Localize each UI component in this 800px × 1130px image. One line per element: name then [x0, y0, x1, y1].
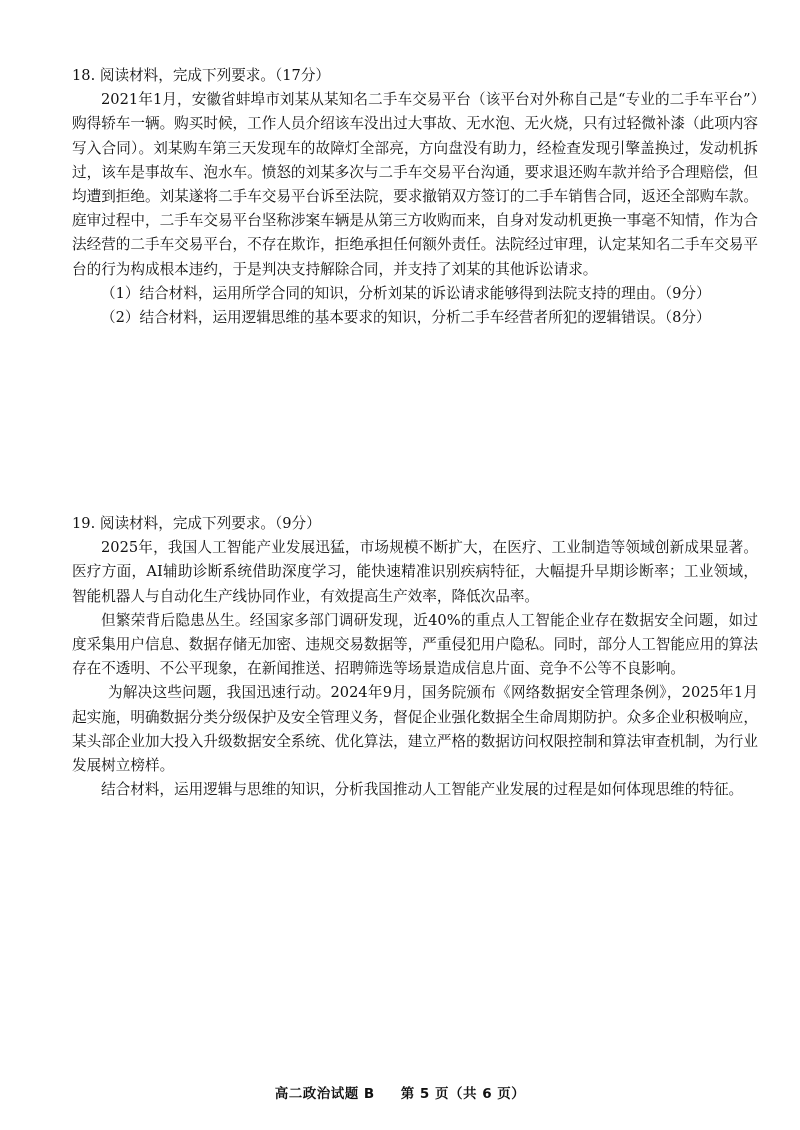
question-18 — [72, 64, 758, 330]
footer-subject: 高二政治试题 B — [274, 1086, 375, 1102]
question-19-title: 19. 阅读材料，完成下列要求。（9分） — [72, 515, 321, 532]
footer-page-number: 第 5 页（共 6 页） — [400, 1086, 526, 1102]
question-19-paragraph-2: 但繁荣背后隐患丛生。经国家多部门调研发现，近40%的重点人工智能企业存在数据安全问题，如过度采集用户信息、数据存储无加密、违规交易数据等，严重侵犯用户隐私。同时，部分人工智能应用的算法存在不透明、不公平现象，在新闻推送、招聘筛选等场景造成信息片面、竞争不公等不良影响。 — [72, 611, 758, 678]
page-footer — [0, 1082, 800, 1102]
question-18-title: 18. 阅读材料，完成下列要求。（17分） — [72, 67, 331, 84]
question-18-sub-2: （2）结合材料，运用逻辑思维的基本要求的知识，分析二手车经营者所犯的逻辑错误。（8分） — [101, 309, 711, 327]
question-19-paragraph-3: 为解决这些问题，我国迅速行动。2024年9月，国务院颁布《网络数据安全管理条例》，2025年1月起实施，明确数据分类分级保护及安全管理义务，督促企业强化数据全生命周期防护。众多企业积极响应，某头部企业加大投入升级数据安全系统、优化算法，建立严格的数据访问权限控制和算法审查机制，为行业发展树立榜样。 — [72, 684, 758, 775]
question-18-sub-1: （1）结合材料，运用所学合同的知识，分析刘某的诉讼请求能够得到法院支持的理由。（9分） — [101, 284, 711, 302]
question-18-material: 2021年1月，安徽省蚌埠市刘某从某知名二手车交易平台（该平台对外称自己是“专业的二手车平台”）购得轿车一辆。购买时候，工作人员介绍该车没出过大事故、无水泡、无火烧，只有过轻微补漆（此项内容写入合同）。刘某购车第三天发现车的故障灯全部亮，方向盘没有助力，经检查发现引擎盖换过，发动机拆过，该车是事故车、泡水车。愤怒的刘某多次与二手车交易平台沟通，要求退还购车款并给予合理赔偿，但均遭到拒绝。刘某遂将二手车交易平台诉至法院，要求撤销双方签订的二手车销售合同，返还全部购车款。庭审过程中，二手车交易平台坚称涉案车辆是从第三方收购而来，自身对发动机更换一事毫不知情，作为合法经营的二手车交易平台，不存在欺诈，拒绝承担任何额外责任。法院经过审理，认定某知名二手车交易平台的行为构成根本违约，于是判决支持解除合同，并支持了刘某的其他诉讼请求。 — [72, 91, 758, 278]
question-19 — [72, 512, 758, 802]
question-19-task: 结合材料，运用逻辑与思维的知识，分析我国推动人工智能产业发展的过程是如何体现思维的特征。 — [101, 781, 744, 799]
question-19-paragraph-1: 2025年，我国人工智能产业发展迅猛，市场规模不断扩大，在医疗、工业制造等领域创新成果显著。医疗方面，AI辅助诊断系统借助深度学习，能快速精准识别疾病特征，大幅提升早期诊断率；工业领域，智能机器人与自动化生产线协同作业，有效提高生产效率，降低次品率。 — [72, 539, 758, 605]
